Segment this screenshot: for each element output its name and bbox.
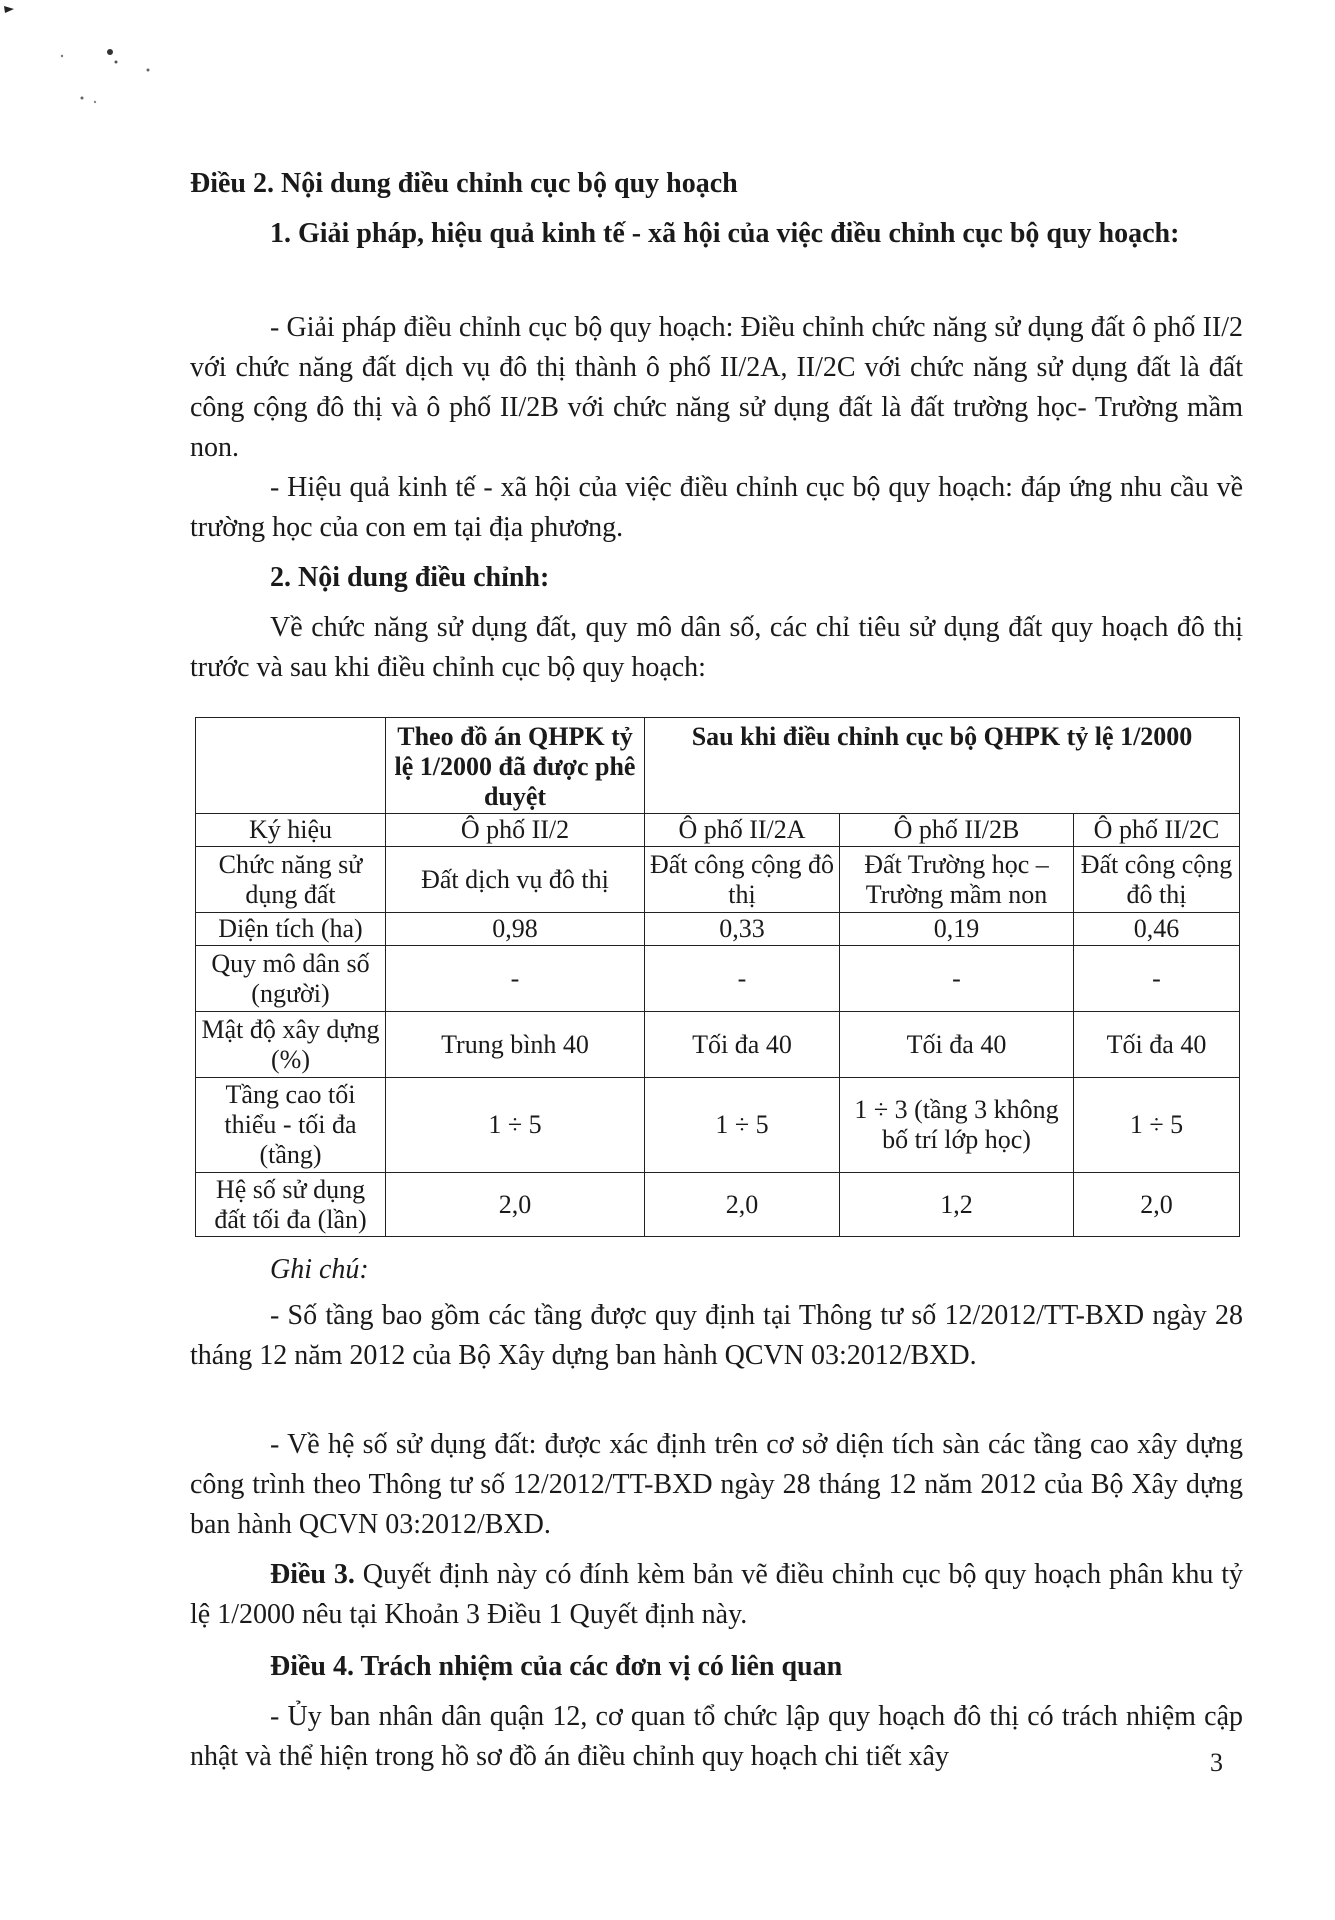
scan-specks [0,0,200,120]
header-after-adjustment: Sau khi điều chỉnh cục bộ QHPK tỷ lệ 1/2000 [645,718,1240,814]
ghichu-label: Ghi chú: [270,1254,369,1285]
cell-ii2c: 2,0 [1074,1173,1240,1237]
row-label: Quy mô dân số (người) [196,946,386,1012]
cell-ii2c: Đất công cộng đô thị [1074,847,1240,913]
cell-ii2a: 2,0 [645,1173,840,1237]
cell-ii2a: - [645,946,840,1012]
cell-ii2: Đất dịch vụ đô thị [386,847,645,913]
muc1-heading: 1. Giải pháp, hiệu quả kinh tế - xã hội của việc điều chỉnh cục bộ quy hoạch: [270,218,1180,249]
row-label: Tầng cao tối thiểu - tối đa (tầng) [196,1078,386,1173]
dieu4-heading: Điều 4. Trách nhiệm của các đơn vị có liên quan [270,1651,843,1682]
dieu4-paragraph-1: - Ủy ban nhân dân quận 12, cơ quan tổ chức lập quy hoạch đô thị có trách nhiệm cập nhật và thể hiện trong hồ sơ đồ án điều chỉnh quy hoạch chi tiết xây [190,1701,1243,1772]
cell-ii2: 2,0 [386,1173,645,1237]
muc2-heading: 2. Nội dung điều chỉnh: [270,562,550,593]
row-label: Diện tích (ha) [196,913,386,946]
table-header-row [196,718,1240,814]
cell-ii2a: 1 ÷ 5 [645,1078,840,1173]
row-label: Chức năng sử dụng đất [196,847,386,913]
cell-ii2: Trung bình 40 [386,1012,645,1078]
cell-ii2: 1 ÷ 5 [386,1078,645,1173]
page-number: 3 [1210,1748,1223,1777]
table-row [196,1078,1240,1173]
ghichu-paragraph-2: - Về hệ số sử dụng đất: được xác định trên cơ sở diện tích sàn các tầng cao xây dựng công trình theo Thông tư số 12/2012/TT-BXD ngày 28 tháng 12 năm 2012 của Bộ Xây dựng ban hành QCVN 03:2012/BXD. [190,1429,1243,1540]
cell-ii2a: Tối đa 40 [645,1012,840,1078]
cell-ii2a: Ô phố II/2A [645,814,840,847]
cell-ii2: 0,98 [386,913,645,946]
cell-ii2: - [386,946,645,1012]
muc2-paragraph-1: Về chức năng sử dụng đất, quy mô dân số, các chỉ tiêu sử dụng đất quy hoạch đô thị trước và sau khi điều chỉnh cục bộ quy hoạch: [190,612,1243,683]
cell-ii2b: Ô phố II/2B [840,814,1074,847]
dieu2-heading: Điều 2. Nội dung điều chỉnh cục bộ quy hoạch [190,168,738,199]
cell-ii2a: Đất công cộng đô thị [645,847,840,913]
cell-ii2b: 0,19 [840,913,1074,946]
ghichu-paragraph-1: - Số tầng bao gồm các tầng được quy định tại Thông tư số 12/2012/TT-BXD ngày 28 tháng 12 năm 2012 của Bộ Xây dựng ban hành QCVN 03:2012/BXD. [190,1300,1243,1371]
cell-ii2c: 1 ÷ 5 [1074,1078,1240,1173]
muc1-paragraph-2: - Hiệu quả kinh tế - xã hội của việc điều chỉnh cục bộ quy hoạch: đáp ứng nhu cầu về trường học của con em tại địa phương. [190,472,1243,543]
cell-ii2a: 0,33 [645,913,840,946]
dieu3-text: Quyết định này có đính kèm bản vẽ điều chỉnh cục bộ quy hoạch phân khu tỷ lệ 1/2000 nêu tại Khoản 3 Điều 1 Quyết định này. [190,1559,1243,1630]
muc1-paragraph-1: - Giải pháp điều chỉnh cục bộ quy hoạch: Điều chỉnh chức năng sử dụng đất ô phố II/2 với chức năng đất dịch vụ đô thị thành ô phố II/2A, II/2C với chức năng sử dụng đất là đất công cộng đô thị và ô phố II/2B với chức năng sử dụng đất là đất trường học- Trường mầm non. [190,312,1243,463]
planning-table [195,717,1240,1237]
cell-ii2c: Ô phố II/2C [1074,814,1240,847]
table-row [196,847,1240,913]
cell-ii2c: 0,46 [1074,913,1240,946]
table-row [196,814,1240,847]
row-label: Mật độ xây dựng (%) [196,1012,386,1078]
table-header-empty [196,718,386,814]
cell-ii2: Ô phố II/2 [386,814,645,847]
row-label: Hệ số sử dụng đất tối đa (lần) [196,1173,386,1237]
dieu3-paragraph [190,1555,1243,1635]
table-row [196,913,1240,946]
table-row [196,1012,1240,1078]
cell-ii2b: 1 ÷ 3 (tầng 3 không bố trí lớp học) [840,1078,1074,1173]
cell-ii2b: Đất Trường học – Trường mầm non [840,847,1074,913]
table-row [196,1173,1240,1237]
row-label: Ký hiệu [196,814,386,847]
cell-ii2c: Tối đa 40 [1074,1012,1240,1078]
cell-ii2b: Tối đa 40 [840,1012,1074,1078]
cell-ii2b: 1,2 [840,1173,1074,1237]
header-before-adjustment: Theo đồ án QHPK tỷ lệ 1/2000 đã được phê duyệt [386,718,645,814]
cell-ii2c: - [1074,946,1240,1012]
table-row [196,946,1240,1012]
cell-ii2b: - [840,946,1074,1012]
dieu3-label: Điều 3. [270,1559,355,1590]
